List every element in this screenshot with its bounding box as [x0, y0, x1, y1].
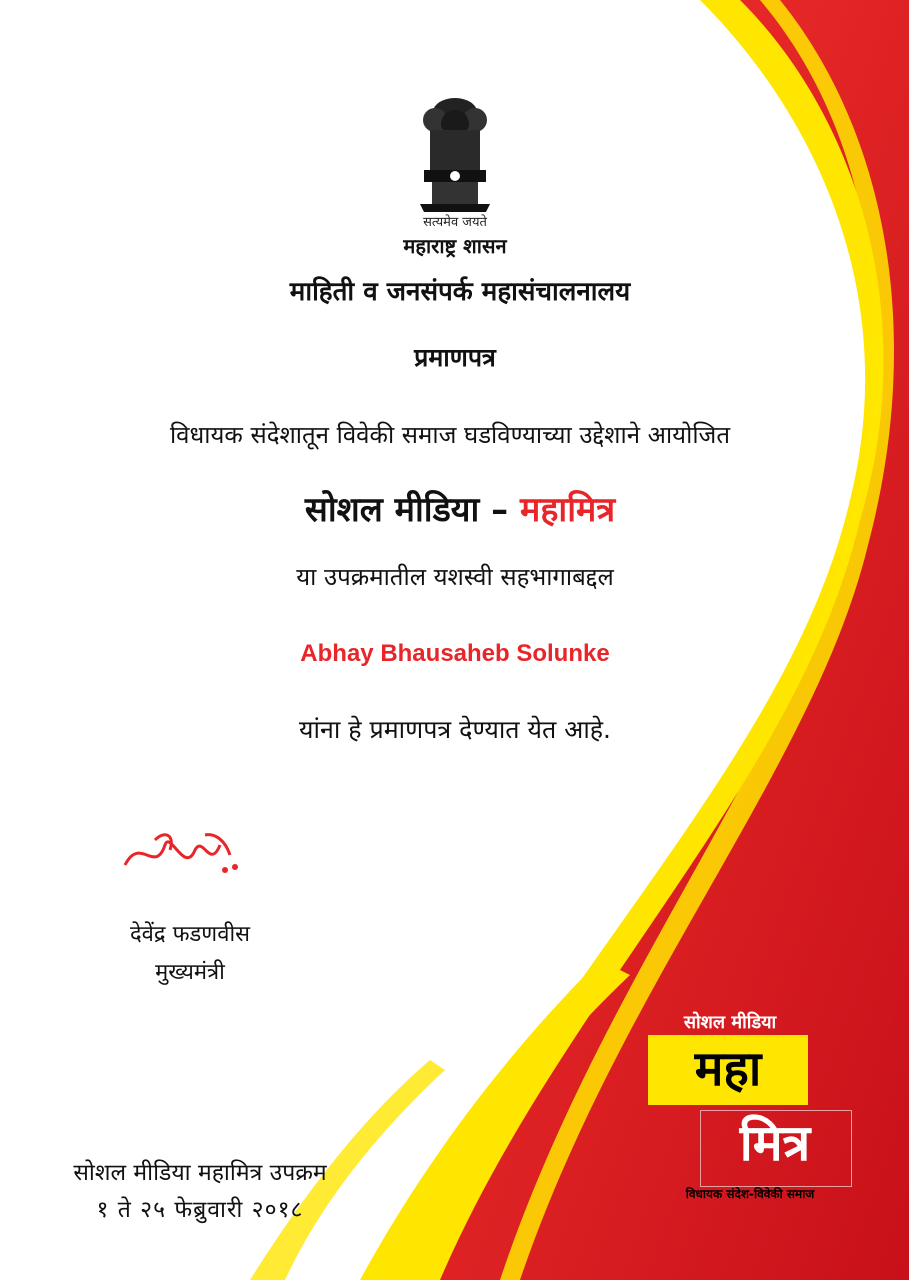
department-name: माहिती व जनसंपर्क महासंचालनालय [289, 277, 631, 307]
signatory-designation: मुख्यमंत्री [155, 960, 225, 985]
footer-initiative: सोशल मीडिया महामित्र उपक्रम [73, 1160, 327, 1186]
logo-maha-text: महा [694, 1041, 762, 1097]
certificate-title: प्रमाणपत्र [414, 343, 496, 372]
logo-mitra-text: मित्र [739, 1114, 811, 1172]
logo-tagline: विधायक संदेश-विवेकी समाज [685, 1187, 815, 1201]
national-emblem-icon [410, 90, 500, 220]
program-name-red: महामित्र [520, 490, 616, 530]
government-name: महाराष्ट्र शासन [403, 234, 507, 258]
program-name-black: सोशल मीडिया – [304, 490, 509, 530]
given-line: यांना हे प्रमाणपत्र देण्यात येत आहे. [299, 715, 611, 744]
motto: सत्यमेव जयते [423, 215, 487, 230]
participation-line: या उपक्रमातील यशस्वी सहभागाबद्दल [296, 563, 614, 591]
signature-image [115, 815, 245, 895]
logo-top-text: सोशल मीडिया [683, 1012, 777, 1033]
certificate-purpose: विधायक संदेशातून विवेकी समाज घडविण्याच्या उद्देशाने आयोजित [169, 421, 731, 449]
footer-dates: १ ते २५ फेब्रुवारी २०१८ [96, 1197, 304, 1223]
signatory-name: देवेंद्र फडणवीस [129, 922, 251, 947]
recipient-name: Abhay Bhausaheb Solunke [300, 640, 610, 667]
program-name [180, 485, 740, 531]
